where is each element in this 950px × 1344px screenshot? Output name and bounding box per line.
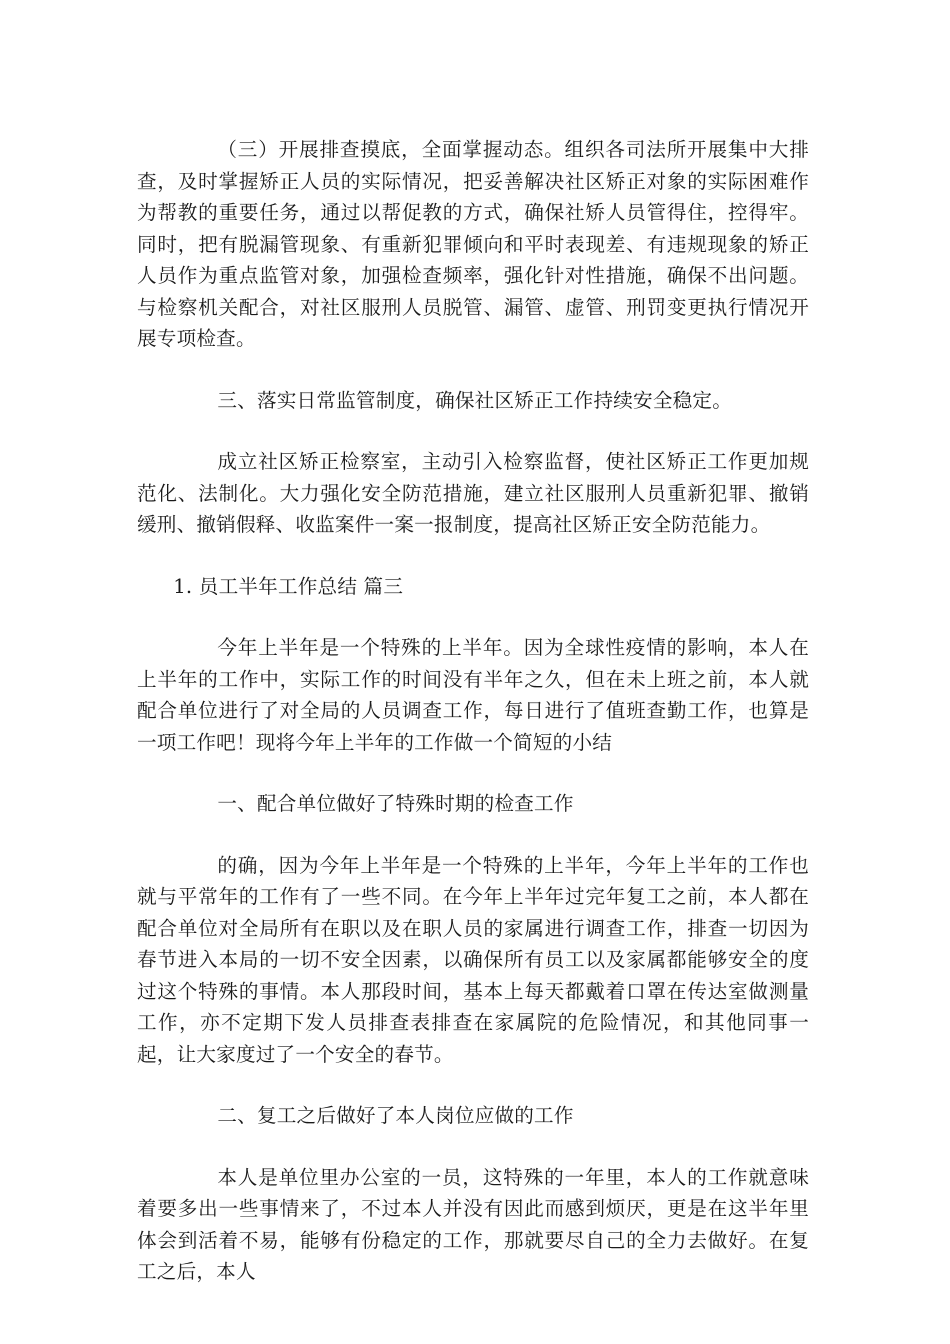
paragraph-investigation: （三）开展排查摸底，全面掌握动态。组织各司法所开展集中大排查，及时掌握矫正人员的实际情况，把妥善解决社区矫正对象的实际困难作为帮教的重要任务，通过以帮促教的方式，确保社矫人员管得住，控得牢。同时，把有脱漏管现象、有重新犯罪倾向和平时表现差、有违规现象的矫正人员作为重点监管对象，加强检查频率，强化针对性措施，确保不出问题。与检察机关配合，对社区服刑人员脱管、漏管、虚管、刑罚变更执行情况开展专项检查。: [137, 138, 809, 350]
heading-after-resumption: 二、复工之后做好了本人岗位应做的工作: [217, 1104, 574, 1127]
paragraph-special-period: 的确，因为今年上半年是一个特殊的上半年，今年上半年的工作也就与平常年的工作有了一些不同。在今年上半年过完年复工之前，本人都在配合单位对全局所有在职以及在职人员的家属进行调查工作，排查一切因为春节进入本局的一切不安全因素，以确保所有员工以及家属都能够安全的度过这个特殊的事情。本人那段时间，基本上每天都戴着口罩在传达室做测量工作，亦不定期下发人员排查表排查在家属院的危险情况，和其他同事一起，让大家度过了一个安全的春节。: [137, 853, 809, 1066]
paragraph-procuratorate-room: 成立社区矫正检察室，主动引入检察监督，使社区矫正工作更加规范化、法制化。大力强化安全防范措施，建立社区服刑人员重新犯罪、撤销缓刑、撤销假释、收监案件一案一报制度，提高社区矫正安全防范能力。: [137, 450, 809, 536]
paragraph-intro: 今年上半年是一个特殊的上半年。因为全球性疫情的影响，本人在上半年的工作中，实际工作的时间没有半年之久，但在未上班之前，本人就配合单位进行了对全局的人员调查工作，每日进行了值班查勤工作，也算是一项工作吧！现将今年上半年的工作做一个简短的小结: [137, 636, 809, 754]
heading-half-year-summary: 1. 员工半年工作总结 篇三: [173, 574, 404, 598]
document-body: [137, 134, 809, 1318]
heading-daily-supervision: 三、落实日常监管制度，确保社区矫正工作持续安全稳定。: [217, 388, 732, 412]
paragraph-after-resumption: 本人是单位里办公室的一员，这特殊的一年里，本人的工作就意味着要多出一些事情来了，不过本人并没有因此而感到烦厌，更是在这半年里体会到活着不易，能够有份稳定的工作，那就要尽自己的全力去做好。在复工之后，本人: [137, 1165, 809, 1283]
heading-special-period: 一、配合单位做好了特殊时期的检查工作: [217, 792, 574, 815]
